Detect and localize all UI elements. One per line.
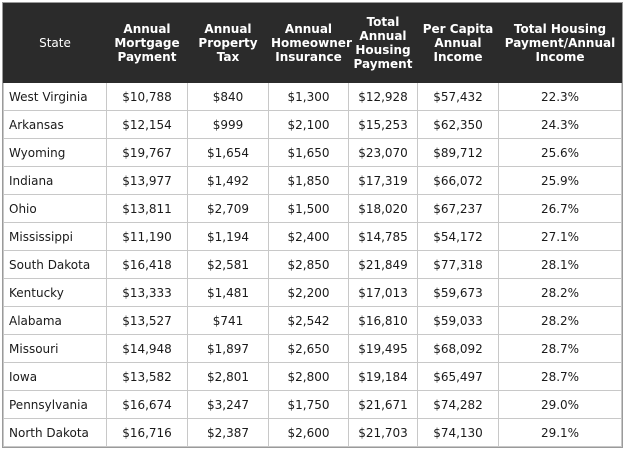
- cell-state: Mississippi: [4, 223, 107, 251]
- header-housing-to-income-ratio: Total Housing Payment/Annual Income: [499, 4, 622, 83]
- cell-income: $89,712: [418, 139, 499, 167]
- cell-mortgage: $13,582: [107, 363, 188, 391]
- cell-mortgage: $13,977: [107, 167, 188, 195]
- cell-total-housing: $16,810: [349, 307, 418, 335]
- cell-mortgage: $14,948: [107, 335, 188, 363]
- cell-ratio: 28.7%: [499, 335, 622, 363]
- cell-state: Alabama: [4, 307, 107, 335]
- header-per-capita-annual-income: Per Capita Annual Income: [418, 4, 499, 83]
- cell-state: Wyoming: [4, 139, 107, 167]
- cell-mortgage: $10,788: [107, 83, 188, 111]
- cell-income: $62,350: [418, 111, 499, 139]
- table-row: [4, 195, 622, 223]
- cell-property-tax: $3,247: [188, 391, 269, 419]
- cell-mortgage: $16,418: [107, 251, 188, 279]
- cell-total-housing: $21,703: [349, 419, 418, 447]
- cell-insurance: $1,850: [269, 167, 349, 195]
- table-row: [4, 363, 622, 391]
- cell-total-housing: $23,070: [349, 139, 418, 167]
- cell-ratio: 24.3%: [499, 111, 622, 139]
- cell-state: Iowa: [4, 363, 107, 391]
- cell-total-housing: $17,319: [349, 167, 418, 195]
- cell-ratio: 26.7%: [499, 195, 622, 223]
- cell-property-tax: $840: [188, 83, 269, 111]
- cell-state: West Virginia: [4, 83, 107, 111]
- table-row: [4, 307, 622, 335]
- cell-income: $59,673: [418, 279, 499, 307]
- cell-property-tax: $1,897: [188, 335, 269, 363]
- cell-total-housing: $12,928: [349, 83, 418, 111]
- table-row: [4, 251, 622, 279]
- cell-mortgage: $12,154: [107, 111, 188, 139]
- cell-insurance: $1,300: [269, 83, 349, 111]
- cell-income: $54,172: [418, 223, 499, 251]
- cell-total-housing: $18,020: [349, 195, 418, 223]
- table-row: [4, 279, 622, 307]
- cell-mortgage: $11,190: [107, 223, 188, 251]
- cell-insurance: $2,800: [269, 363, 349, 391]
- header-annual-property-tax: Annual Property Tax: [188, 4, 269, 83]
- cell-income: $74,130: [418, 419, 499, 447]
- cell-mortgage: $13,333: [107, 279, 188, 307]
- cell-ratio: 28.2%: [499, 279, 622, 307]
- cell-ratio: 28.2%: [499, 307, 622, 335]
- cell-state: Pennsylvania: [4, 391, 107, 419]
- cell-income: $65,497: [418, 363, 499, 391]
- cell-ratio: 28.7%: [499, 363, 622, 391]
- cell-state: Arkansas: [4, 111, 107, 139]
- cell-ratio: 29.0%: [499, 391, 622, 419]
- cell-insurance: $2,100: [269, 111, 349, 139]
- cell-mortgage: $16,674: [107, 391, 188, 419]
- cell-state: South Dakota: [4, 251, 107, 279]
- cell-income: $68,092: [418, 335, 499, 363]
- cell-mortgage: $13,811: [107, 195, 188, 223]
- cell-total-housing: $21,849: [349, 251, 418, 279]
- header-annual-homeowner-insurance: Annual Homeowner Insurance: [269, 4, 349, 83]
- cell-ratio: 27.1%: [499, 223, 622, 251]
- cell-income: $74,282: [418, 391, 499, 419]
- cell-property-tax: $1,492: [188, 167, 269, 195]
- cell-property-tax: $1,654: [188, 139, 269, 167]
- table-row: [4, 223, 622, 251]
- cell-income: $66,072: [418, 167, 499, 195]
- table-row: [4, 419, 622, 447]
- cell-income: $67,237: [418, 195, 499, 223]
- cell-insurance: $2,600: [269, 419, 349, 447]
- cell-ratio: 29.1%: [499, 419, 622, 447]
- cell-insurance: $1,650: [269, 139, 349, 167]
- cell-mortgage: $13,527: [107, 307, 188, 335]
- cell-property-tax: $999: [188, 111, 269, 139]
- cell-insurance: $2,850: [269, 251, 349, 279]
- cell-income: $59,033: [418, 307, 499, 335]
- header-annual-mortgage-payment: Annual Mortgage Payment: [107, 4, 188, 83]
- cell-property-tax: $2,801: [188, 363, 269, 391]
- cell-insurance: $2,650: [269, 335, 349, 363]
- header-row: [4, 4, 622, 83]
- cell-income: $77,318: [418, 251, 499, 279]
- table-row: [4, 167, 622, 195]
- table-row: [4, 83, 622, 111]
- table-row: [4, 111, 622, 139]
- cell-insurance: $1,750: [269, 391, 349, 419]
- cell-state: Missouri: [4, 335, 107, 363]
- cell-ratio: 25.6%: [499, 139, 622, 167]
- cell-mortgage: $19,767: [107, 139, 188, 167]
- cell-ratio: 28.1%: [499, 251, 622, 279]
- cell-property-tax: $1,194: [188, 223, 269, 251]
- cell-state: Kentucky: [4, 279, 107, 307]
- cell-total-housing: $14,785: [349, 223, 418, 251]
- cell-mortgage: $16,716: [107, 419, 188, 447]
- header-state: State: [4, 4, 107, 83]
- cell-total-housing: $17,013: [349, 279, 418, 307]
- housing-affordability-table-container: [2, 2, 623, 448]
- cell-state: North Dakota: [4, 419, 107, 447]
- header-total-annual-housing-payment: Total Annual Housing Payment: [349, 4, 418, 83]
- cell-property-tax: $1,481: [188, 279, 269, 307]
- cell-property-tax: $2,387: [188, 419, 269, 447]
- cell-insurance: $2,542: [269, 307, 349, 335]
- cell-ratio: 22.3%: [499, 83, 622, 111]
- cell-state: Indiana: [4, 167, 107, 195]
- cell-total-housing: $19,495: [349, 335, 418, 363]
- cell-insurance: $2,400: [269, 223, 349, 251]
- table-row: [4, 391, 622, 419]
- table-body: [4, 83, 622, 447]
- cell-total-housing: $21,671: [349, 391, 418, 419]
- cell-property-tax: $2,581: [188, 251, 269, 279]
- cell-income: $57,432: [418, 83, 499, 111]
- cell-total-housing: $15,253: [349, 111, 418, 139]
- cell-total-housing: $19,184: [349, 363, 418, 391]
- housing-affordability-table: [3, 3, 622, 447]
- table-row: [4, 139, 622, 167]
- cell-ratio: 25.9%: [499, 167, 622, 195]
- cell-insurance: $1,500: [269, 195, 349, 223]
- cell-property-tax: $741: [188, 307, 269, 335]
- table-row: [4, 335, 622, 363]
- cell-property-tax: $2,709: [188, 195, 269, 223]
- cell-state: Ohio: [4, 195, 107, 223]
- table-header: [4, 4, 622, 83]
- cell-insurance: $2,200: [269, 279, 349, 307]
